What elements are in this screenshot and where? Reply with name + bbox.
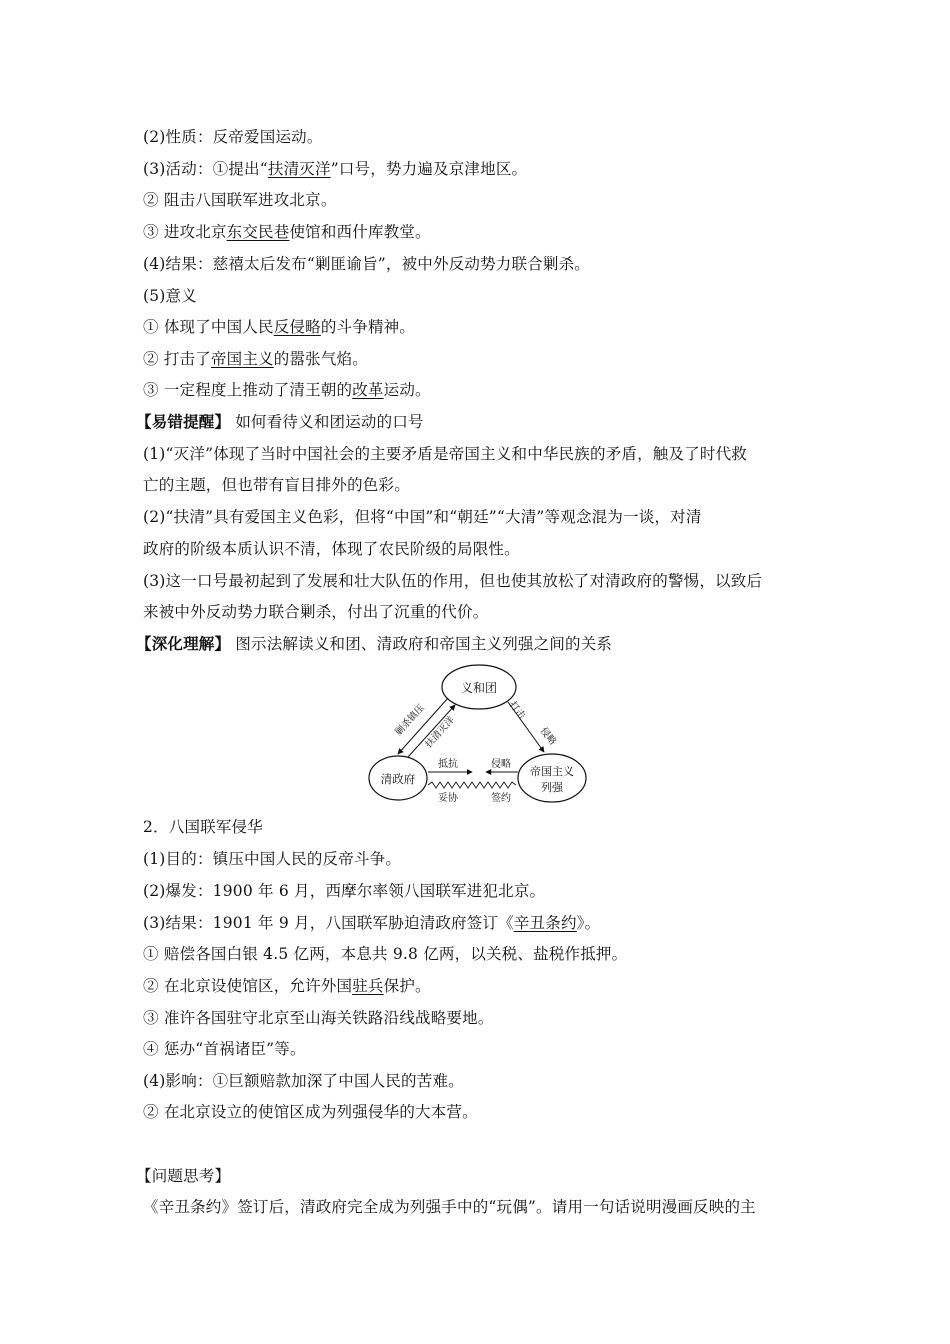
text-line xyxy=(143,475,410,495)
text-line xyxy=(143,444,747,464)
text-run: ② 打击了 xyxy=(143,350,211,368)
text-run: (3)这一口号最初起到了发展和壮大队伍的作用，但也使其放松了对清政府的警惕，以致后 xyxy=(143,572,763,590)
text-run: 》。 xyxy=(576,914,601,932)
text-run: ③ 一定程度上推动了清王朝的 xyxy=(143,381,353,399)
section-heading: 【易错提醒】 xyxy=(136,412,231,431)
underlined-keyword: 改革 xyxy=(352,381,384,399)
text-run: (1)目的：镇压中国人民的反帝斗争。 xyxy=(143,850,402,868)
text-line xyxy=(143,1197,756,1217)
text-run: 的嚣张气焰。 xyxy=(273,350,368,368)
node-boxers-label: 义和团 xyxy=(460,681,498,695)
label-invade-bottom: 侵略 xyxy=(491,759,511,770)
text-run: ① 赔偿各国白银 4.5 亿两，本息共 9.8 亿两，以关税、盐税作抵押。 xyxy=(143,945,628,963)
text-line xyxy=(136,412,424,432)
label-compromise: 妥协 xyxy=(438,793,458,804)
text-line xyxy=(136,634,612,654)
text-line xyxy=(143,1008,494,1028)
label-invade-right: 侵略 xyxy=(537,725,559,748)
text-run: ③ 进攻北京 xyxy=(143,223,227,241)
text-line xyxy=(143,817,263,837)
label-resist: 抵抗 xyxy=(438,759,458,770)
text-line xyxy=(143,849,401,869)
text-run: 如何看待义和团运动的口号 xyxy=(230,413,424,431)
conflict-zigzag xyxy=(428,782,516,788)
text-run: (1)“灭洋”体现了当时中国社会的主要矛盾是帝国主义和中华民族的矛盾，触及了时代救 xyxy=(143,445,748,463)
underlined-keyword: 帝国主义 xyxy=(210,350,274,368)
text-line xyxy=(143,881,545,901)
underlined-keyword: 驻兵 xyxy=(352,977,384,995)
text-run: (2)性质：反帝爱国运动。 xyxy=(143,128,323,146)
text-run: (2)“扶清”具有爱国主义色彩，但将“中国”和“朝廷”“大清”等观念混为一谈，对清 xyxy=(143,508,702,526)
text-run: 的斗争精神。 xyxy=(320,318,416,336)
text-line xyxy=(143,976,431,996)
text-run: ④ 惩办“首祸诸臣”等。 xyxy=(143,1040,306,1058)
text-line xyxy=(143,571,762,591)
label-support-qing: 扶清灭洋 xyxy=(423,714,457,751)
node-powers-label-1: 帝国主义 xyxy=(530,765,574,778)
text-run: 亡的主题，但也带有盲目排外的色彩。 xyxy=(143,476,410,494)
text-run: ② 阻击八国联军进攻北京。 xyxy=(143,191,337,209)
text-run: ① 体现了中国人民 xyxy=(143,318,274,336)
text-line xyxy=(143,317,415,337)
text-run: (3)结果：1901 年 9 月，八国联军胁迫清政府签订《 xyxy=(143,914,514,932)
text-line xyxy=(143,913,600,933)
underlined-keyword: 扶清灭洋 xyxy=(267,160,331,178)
text-run: 《辛丑条约》签订后，清政府完全成为列强手中的“玩偶”。请用一句话说明漫画反映的主 xyxy=(143,1198,756,1216)
text-run: (5)意义 xyxy=(143,287,197,305)
text-line xyxy=(143,286,197,306)
text-line xyxy=(143,944,627,964)
label-strike: 打击 xyxy=(506,699,528,722)
underlined-keyword: 反侵略 xyxy=(273,318,321,336)
text-run: 运动。 xyxy=(383,381,431,399)
text-run: 使馆和西什库教堂。 xyxy=(289,223,431,241)
text-line xyxy=(136,1166,230,1186)
text-line xyxy=(143,507,702,527)
text-run: (4)影响：①巨额赔款加深了中国人民的苦难。 xyxy=(143,1072,464,1090)
text-run: (2)爆发：1900 年 6 月，西摩尔率领八国联军进犯北京。 xyxy=(143,882,546,900)
section-heading: 【深化理解】 xyxy=(136,634,231,653)
text-line xyxy=(143,602,488,622)
node-qing-label: 清政府 xyxy=(380,772,416,786)
underlined-keyword: 东交民巷 xyxy=(226,223,290,241)
text-line xyxy=(143,127,323,147)
text-line xyxy=(143,190,337,210)
text-run: 保护。 xyxy=(383,977,431,995)
text-line xyxy=(143,254,590,274)
text-run: 2．八国联军侵华 xyxy=(143,818,263,836)
text-line xyxy=(143,539,520,559)
text-run: (3)活动：①提出“ xyxy=(143,160,268,178)
text-run: (4)结果：慈禧太后发布“剿匪谕旨”，被中外反动势力联合剿杀。 xyxy=(143,255,591,273)
text-run: ② 在北京设使馆区，允许外国 xyxy=(143,977,353,995)
node-powers-label-2: 列强 xyxy=(541,781,563,794)
text-line xyxy=(143,1102,478,1122)
relationship-diagram xyxy=(368,662,590,806)
text-run: 政府的阶级本质认识不清，体现了农民阶级的局限性。 xyxy=(143,540,520,558)
text-line xyxy=(143,222,431,242)
text-line xyxy=(143,1039,306,1059)
underlined-keyword: 辛丑条约 xyxy=(513,914,577,932)
text-line xyxy=(143,1071,464,1091)
text-run: 图示法解读义和团、清政府和帝国主义列强之间的关系 xyxy=(230,635,613,653)
text-run: ② 在北京设立的使馆区成为列强侵华的大本营。 xyxy=(143,1103,478,1121)
text-run: ”口号，势力遍及京津地区。 xyxy=(330,160,528,178)
text-run: ③ 准许各国驻守北京至山海关铁路沿线战略要地。 xyxy=(143,1009,494,1027)
label-suppress: 剿杀镇压 xyxy=(393,702,427,739)
text-run: 来被中外反动势力联合剿杀，付出了沉重的代价。 xyxy=(143,603,489,621)
text-run: 【问题思考】 xyxy=(136,1167,231,1185)
text-line xyxy=(143,349,368,369)
label-sign-treaty: 签约 xyxy=(491,793,511,804)
text-line xyxy=(143,159,527,179)
text-line xyxy=(143,380,431,400)
node-imperialist-powers xyxy=(518,754,586,802)
